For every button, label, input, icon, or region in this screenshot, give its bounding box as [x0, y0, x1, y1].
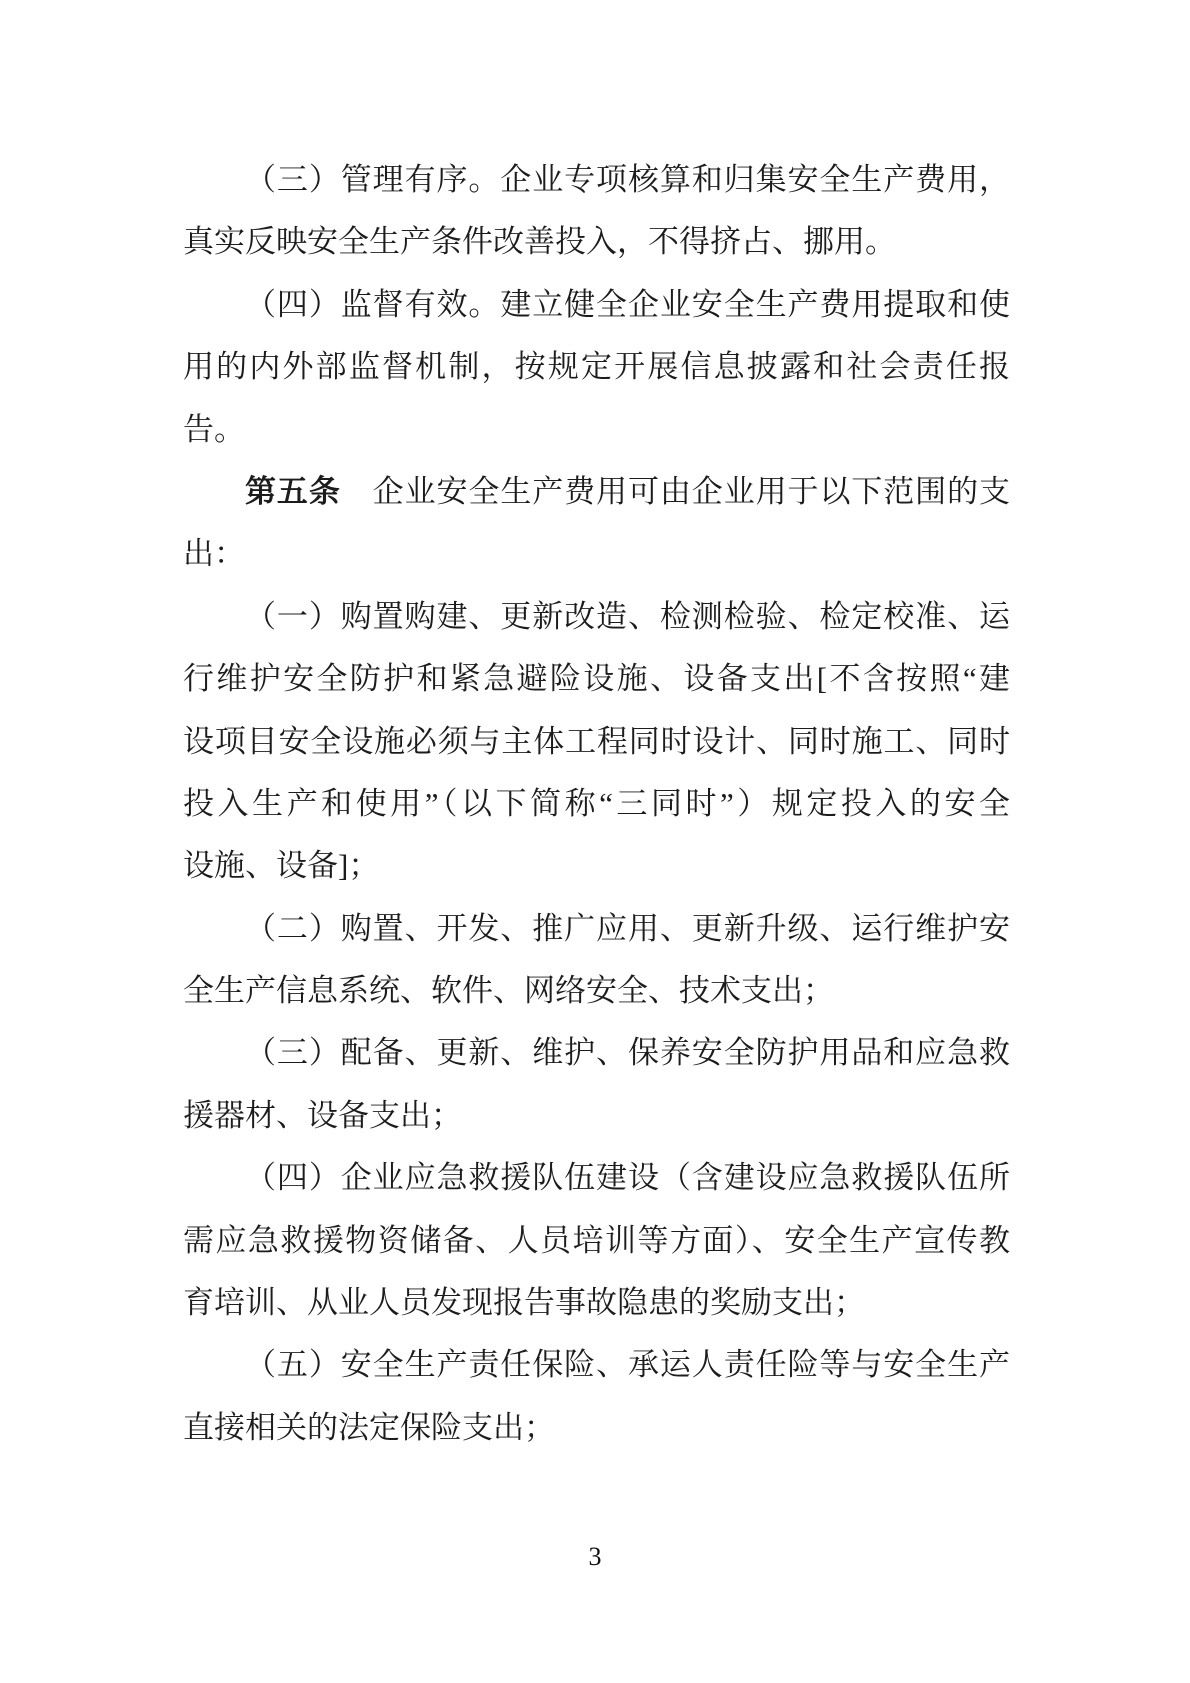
text-segment: 出： [183, 536, 245, 572]
text-segment: 育培训、从业人员发现报告事故隐患的奖励支出； [183, 1285, 865, 1321]
text-line [183, 648, 1010, 710]
text-line [183, 211, 1010, 273]
text-line [183, 523, 1010, 585]
text-segment: （四）企业应急救援队伍建设（含建设应急救援队伍所 [245, 1160, 1010, 1196]
text-line [183, 711, 1010, 773]
text-line [183, 586, 1010, 648]
text-segment: 设施、设备]； [183, 848, 380, 884]
text-segment: （三）配备、更新、维护、保养安全防护用品和应急救 [245, 1035, 1010, 1071]
text-line [183, 1210, 1010, 1272]
text-segment: 设项目安全设施必须与主体工程同时设计、同时施工、同时 [183, 723, 1010, 759]
text-line [183, 898, 1010, 960]
text-line [183, 274, 1010, 336]
text-line [183, 1397, 1010, 1459]
document-body [183, 149, 1010, 1459]
text-line [183, 1334, 1010, 1396]
text-line [183, 461, 1010, 523]
text-segment: 直接相关的法定保险支出； [183, 1409, 555, 1445]
text-segment: （四）监督有效。建立健全企业安全生产费用提取和使 [245, 286, 1010, 322]
text-segment: 企业安全生产费用可由企业用于以下范围的支 [340, 473, 1011, 509]
text-line [183, 1272, 1010, 1334]
text-line [183, 399, 1010, 461]
article-number: 第五条 [245, 473, 341, 509]
text-segment: 真实反映安全生产条件改善投入，不得挤占、挪用。 [183, 224, 896, 260]
text-segment: （一）购置购建、更新改造、检测检验、检定校准、运 [245, 598, 1010, 634]
page-number: 3 [588, 1542, 602, 1571]
text-segment: 告。 [183, 411, 245, 447]
text-segment: 援器材、设备支出； [183, 1097, 462, 1133]
text-segment: 需应急救援物资储备、人员培训等方面）、安全生产宣传教 [183, 1222, 1010, 1258]
text-line [183, 835, 1010, 897]
text-line [183, 1022, 1010, 1084]
text-line [183, 149, 1010, 211]
text-line [183, 960, 1010, 1022]
text-segment: （三）管理有序。企业专项核算和归集安全生产费用， [245, 162, 1010, 197]
text-segment: 用的内外部监督机制，按规定开展信息披露和社会责任报 [183, 349, 1010, 385]
text-segment: （五）安全生产责任保险、承运人责任险等与安全生产 [245, 1347, 1010, 1383]
text-line [183, 1147, 1010, 1209]
text-segment: 行维护安全防护和紧急避险设施、设备支出[不含按照“建 [183, 661, 1010, 697]
text-segment: （二）购置、开发、推广应用、更新升级、运行维护安 [245, 910, 1010, 946]
text-line [183, 336, 1010, 398]
text-line [183, 1085, 1010, 1147]
text-line [183, 773, 1010, 835]
text-segment: 投入生产和使用”（以下简称“三同时”）规定投入的安全 [183, 785, 1010, 821]
text-segment: 全生产信息系统、软件、网络安全、技术支出； [183, 973, 834, 1009]
